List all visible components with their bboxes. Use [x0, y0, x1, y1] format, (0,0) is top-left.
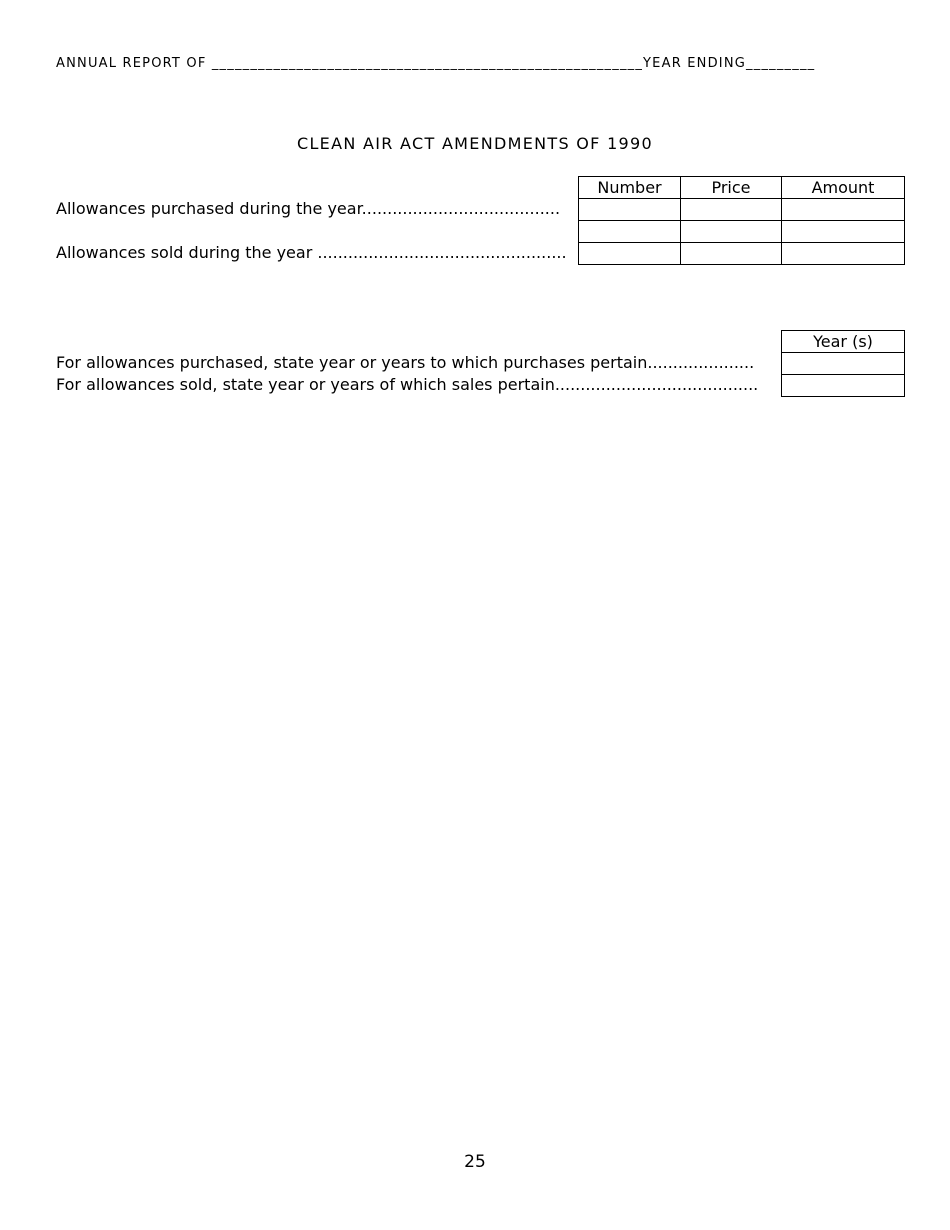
years-sold-cell[interactable] — [782, 375, 905, 397]
sold-amount-cell[interactable] — [782, 243, 905, 265]
blank-price-cell[interactable] — [681, 221, 782, 243]
amount-column-header: Amount — [782, 177, 905, 199]
purchased-label: Allowances purchased during the year....................................... — [56, 199, 561, 218]
years-sold-row — [782, 375, 905, 397]
purchased-number-cell[interactable] — [579, 199, 681, 221]
years-column-header: Year (s) — [782, 331, 905, 353]
blank-row — [579, 221, 905, 243]
years-table — [781, 330, 905, 397]
number-column-header: Number — [579, 177, 681, 199]
blank-number-cell[interactable] — [579, 221, 681, 243]
purchased-row — [579, 199, 905, 221]
years-header-row — [782, 331, 905, 353]
report-header: ANNUAL REPORT OF ________________________________________________________YEAR ENDING_________ — [56, 56, 816, 71]
purchased-amount-cell[interactable] — [782, 199, 905, 221]
page-title: CLEAN AIR ACT AMENDMENTS OF 1990 — [296, 134, 653, 153]
price-column-header: Price — [681, 177, 782, 199]
years-purchased-row — [782, 353, 905, 375]
sold-number-cell[interactable] — [579, 243, 681, 265]
sold-label: Allowances sold during the year ................................................. — [56, 243, 567, 262]
allowances-table — [578, 176, 905, 265]
allowances-header-row — [579, 177, 905, 199]
purchased-price-cell[interactable] — [681, 199, 782, 221]
page-number: 25 — [464, 1152, 486, 1172]
sold-price-cell[interactable] — [681, 243, 782, 265]
years-purchased-cell[interactable] — [782, 353, 905, 375]
years-sold-label: For allowances sold, state year or years of which sales pertain........................................ — [56, 375, 759, 394]
sold-row — [579, 243, 905, 265]
blank-amount-cell[interactable] — [782, 221, 905, 243]
years-purchased-label: For allowances purchased, state year or years to which purchases pertain..................... — [56, 353, 755, 372]
